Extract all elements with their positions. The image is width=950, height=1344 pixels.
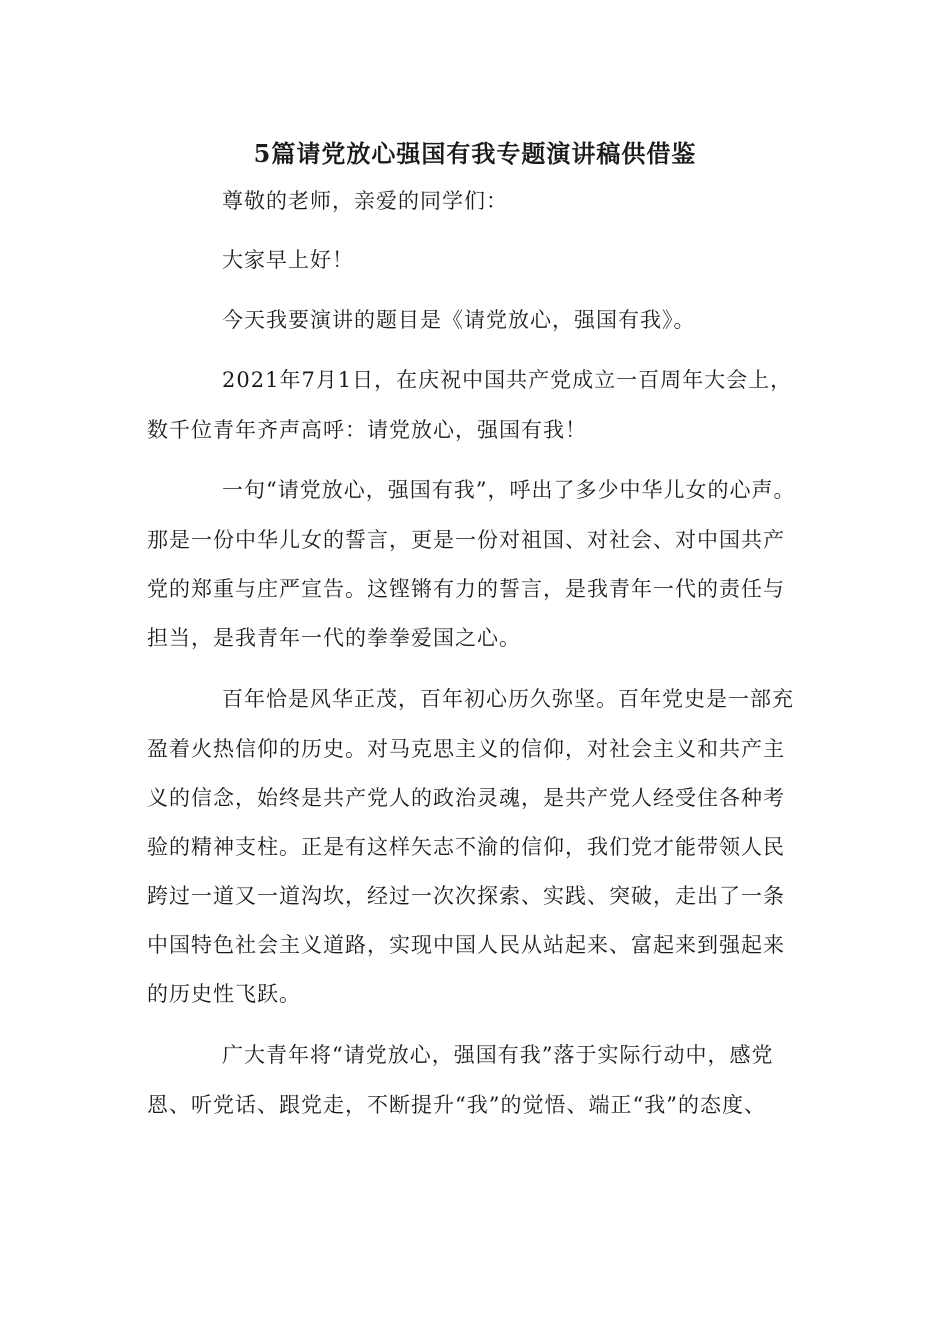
paragraph-2-line-1: 一句“请党放心，强国有我”，呼出了多少中华儿女的心声。	[222, 478, 796, 502]
paragraph-4-line-1: 广大青年将“请党放心，强国有我”落于实际行动中，感党	[222, 1043, 774, 1067]
paragraph-3-line-2: 盈着火热信仰的历史。对马克思主义的信仰，对社会主义和共产主	[147, 737, 785, 761]
intro-line: 今天我要演讲的题目是《请党放心，强国有我》。	[222, 308, 696, 332]
paragraph-1-line-1: 2021年7月1日，在庆祝中国共产党成立一百周年大会上，	[222, 368, 793, 392]
paragraph-3-line-4: 验的精神支柱。正是有这样矢志不渝的信仰，我们党才能带领人民	[147, 835, 785, 859]
greeting-line: 尊敬的老师，亲爱的同学们：	[222, 189, 508, 213]
morning-line: 大家早上好！	[222, 248, 354, 272]
paragraph-2-line-3: 党的郑重与庄严宣告。这铿锵有力的誓言，是我青年一代的责任与	[147, 577, 785, 601]
paragraph-3-line-5: 跨过一道又一道沟坎，经过一次次探索、实践、突破，走出了一条	[147, 884, 785, 908]
paragraph-1-line-2: 数千位青年齐声高呼：请党放心，强国有我！	[147, 418, 587, 442]
paragraph-3-line-6: 中国特色社会主义道路，实现中国人民从站起来、富起来到强起来	[147, 933, 785, 957]
paragraph-4-line-2: 恩、听党话、跟党走，不断提升“我”的觉悟、端正“我”的态度、	[147, 1093, 766, 1117]
paragraph-2-line-4: 担当，是我青年一代的拳拳爱国之心。	[147, 626, 521, 650]
document-title: 5篇请党放心强国有我专题演讲稿供借鉴	[253, 139, 697, 168]
paragraph-3-line-1: 百年恰是风华正茂，百年初心历久弥坚。百年党史是一部充	[222, 687, 794, 711]
paragraph-3-line-3: 义的信念，始终是共产党人的政治灵魂，是共产党人经受住各种考	[147, 786, 785, 810]
paragraph-3-line-7: 的历史性飞跃。	[147, 982, 301, 1006]
paragraph-2-line-2: 那是一份中华儿女的誓言，更是一份对祖国、对社会、对中国共产	[147, 528, 785, 552]
